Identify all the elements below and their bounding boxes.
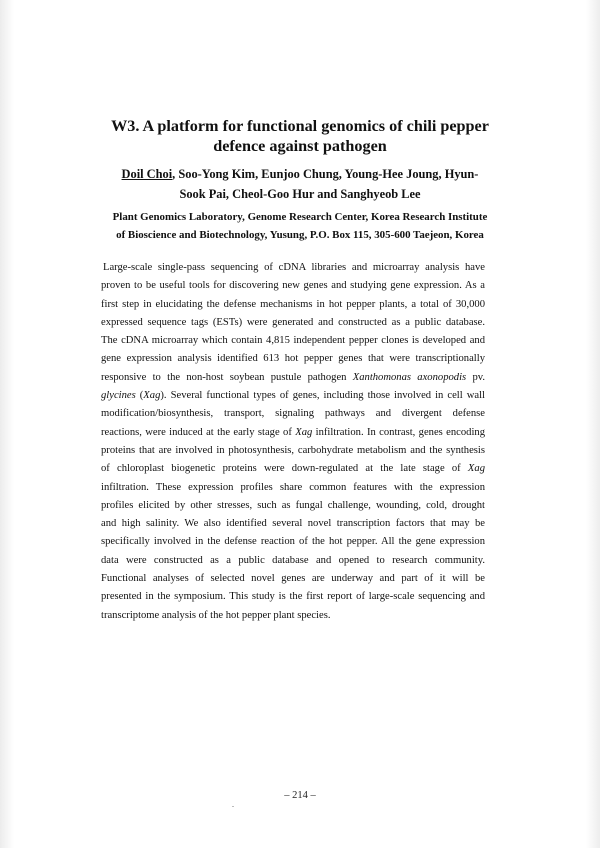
abstract-text: ). Several functional types of genes, including those involved in cell wall [160, 390, 485, 402]
affiliation-line-1: Plant Genomics Laboratory, Genome Research Center, Korea Research Institute [112, 211, 488, 223]
abstract-line: data were constructed as a public database and opened to research community. [101, 554, 485, 566]
affiliation [95, 208, 505, 244]
abstract-line: specifically involved in the defense reaction of the hot pepper. All the gene expression [101, 536, 485, 548]
presenting-author: Doil Choi [121, 167, 173, 181]
author-line-1 [100, 164, 500, 184]
abstract-line: gene expression analysis identified 613 hot pepper genes that were transcriptionally [101, 353, 485, 365]
pathogen-abbrev: Xag [467, 463, 485, 475]
abstract-line [101, 369, 485, 387]
abstract-text: reactions, were induced at the early stage of [101, 426, 296, 438]
abstract-line: transcriptome analysis of the hot pepper plant species. [101, 609, 331, 621]
abstract-line: and high salinity. We also identified several novel transcription factors that may be [101, 518, 485, 530]
co-authors-line-1: , Soo-Yong Kim, Eunjoo Chung, Young-Hee Joung, Hyun- [172, 167, 479, 181]
abstract-text: pv. [466, 371, 485, 383]
abstract-line: first step in elucidating the defense mechanisms in hot pepper plants, a total of 30,000 [101, 298, 485, 310]
abstract-text: of chloroplast biogenetic proteins were down-regulated at the late stage of [101, 463, 468, 475]
pathogen-abbrev: Xag [143, 390, 161, 402]
pathogen-abbrev: Xag [295, 426, 313, 438]
abstract-line: profiles elicited by other stresses, such as fungal challenge, wounding, cold, drought [101, 499, 485, 511]
abstract-line: infiltration. These expression profiles share common features with the expression [101, 481, 485, 493]
abstract-body [101, 259, 485, 625]
abstract-line: Large-scale single-pass sequencing of cDNA libraries and microarray analysis have [103, 262, 485, 273]
abstract-text: infiltration. In contrast, genes encoding [312, 426, 485, 438]
abstract-line: expressed sequence tags (ESTs) were generated and constructed as a public database. [101, 316, 485, 328]
pathovar-name: glycines [101, 390, 136, 402]
abstract-line: modification/biosynthesis, transport, signaling pathways and divergent defense [101, 408, 485, 420]
author-line-2: Sook Pai, Cheol-Goo Hur and Sanghyeob Lee [179, 187, 421, 201]
abstract-line [101, 424, 485, 442]
title-line-2: defence against pathogen [213, 137, 387, 155]
abstract-line [101, 387, 485, 405]
scan-speck [232, 806, 234, 807]
page-number: – 214 – [284, 790, 316, 801]
abstract-line: Functional analyses of selected novel genes are underway and part of it will be [101, 573, 485, 585]
abstract-line: proven to be useful tools for discovering new genes and studying gene expression. As a [101, 280, 485, 292]
species-name: Xanthomonas axonopodis [352, 371, 467, 383]
paper-title [60, 116, 540, 156]
abstract-line: presented in the symposium. This study is the first report of large-scale sequencing and [101, 591, 485, 603]
abstract-line [101, 460, 485, 478]
abstract-line: The cDNA microarray which contain 4,815 independent pepper clones is developed and [101, 335, 485, 347]
abstract-text: ( [135, 390, 144, 402]
abstract-line: proteins that are involved in photosynthesis, carbohydrate metabolism and the synthesis [101, 444, 485, 456]
abstract-text: responsive to the non-host soybean pustule pathogen [101, 371, 353, 383]
affiliation-line-2: of Bioscience and Biotechnology, Yusung, P.O. Box 115, 305-600 Taejeon, Korea [116, 229, 484, 241]
author-list [100, 164, 500, 204]
title-line-1: W3. A platform for functional genomics of chili pepper [111, 117, 489, 135]
